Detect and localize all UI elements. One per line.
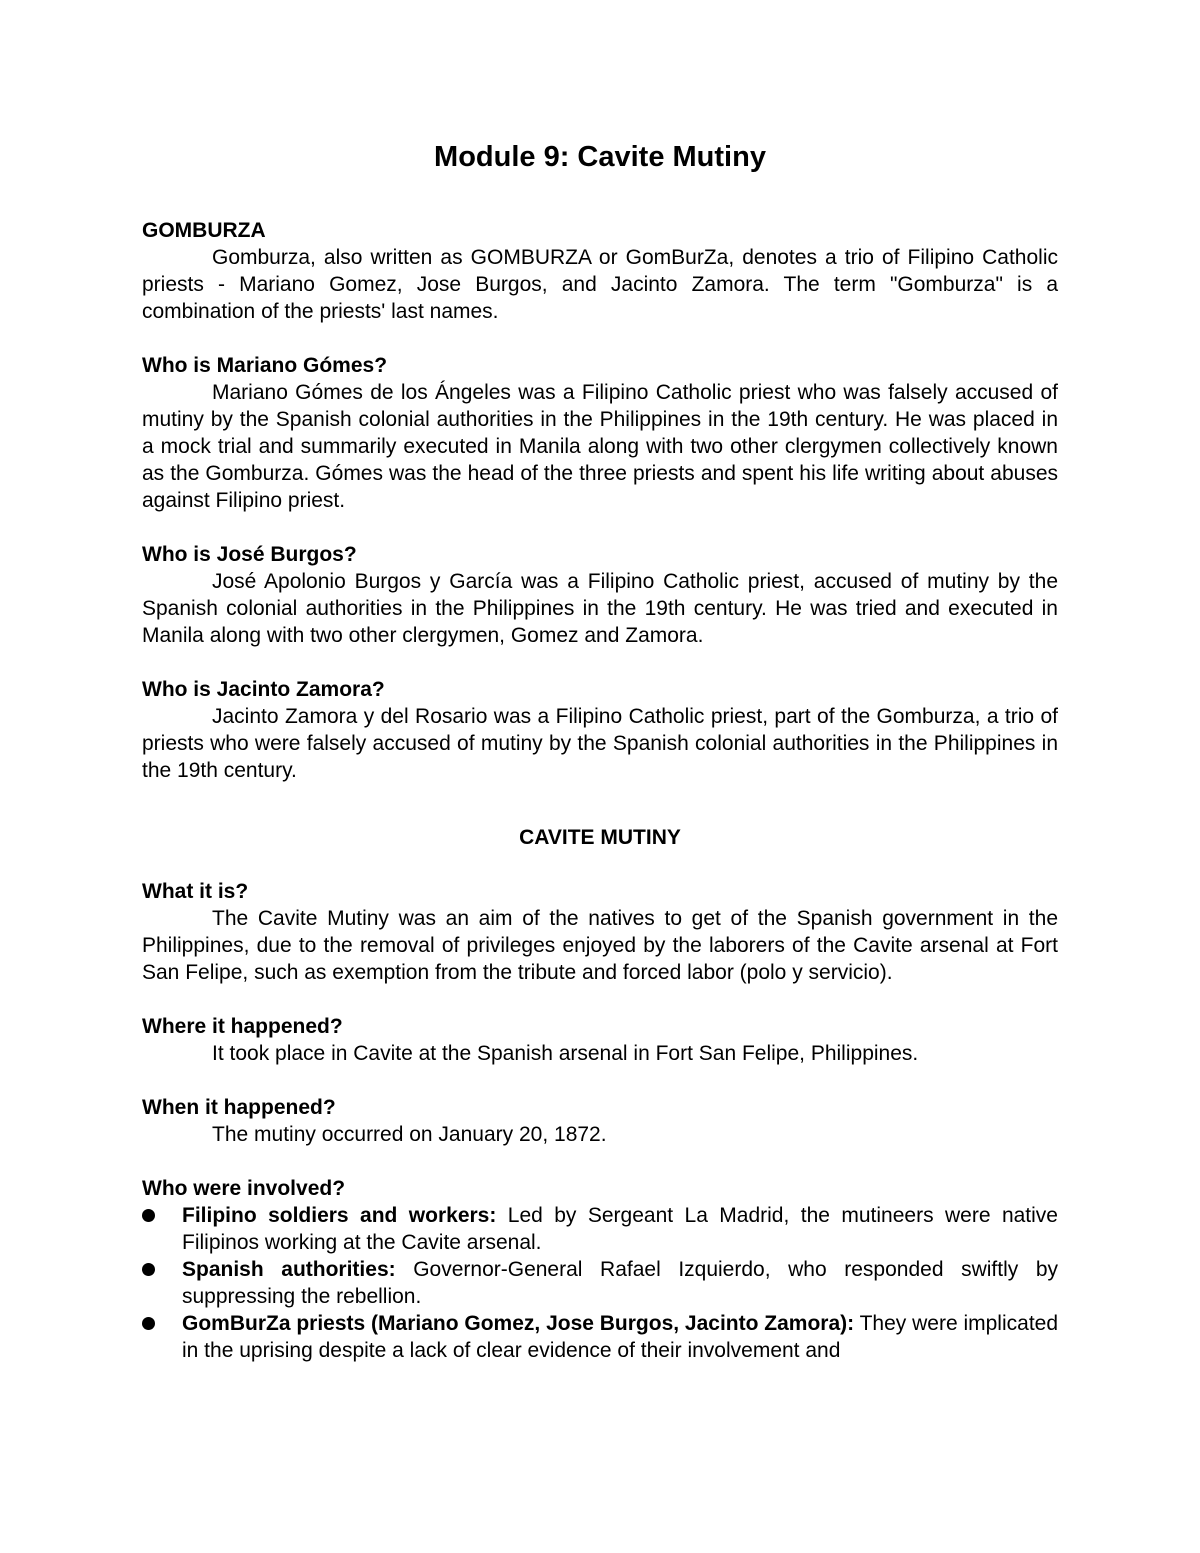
section-heading: Who were involved? [142, 1177, 346, 1201]
document-content [142, 140, 1058, 1391]
section-heading: Who is José Burgos? [142, 542, 357, 566]
section-jose-burgos [142, 541, 1058, 649]
section-heading: What it is? [142, 880, 249, 904]
section-body: José Apolonio Burgos y García was a Filipino Catholic priest, accused of mutiny by the Spanish colonial authorities in the Philippines in the 19th century. He was tried and executed in Manila along with two other clergymen, Gomez and Zamora. [142, 569, 1058, 647]
cavite-mutiny-heading: CAVITE MUTINY [519, 825, 681, 849]
involved-list [142, 1202, 1058, 1364]
section-heading: Who is Mariano Gómes? [142, 353, 388, 377]
list-item [142, 1256, 1058, 1310]
section-body: Gomburza, also written as GOMBURZA or GomBurZa, denotes a trio of Filipino Catholic priests - Mariano Gomez, Jose Burgos, and Jacinto Zamora. The term "Gomburza" is a combination of the priests' last names. [142, 245, 1058, 323]
section-body: The mutiny occurred on January 20, 1872. [212, 1123, 607, 1147]
list-item [142, 1202, 1058, 1256]
section-heading: Who is Jacinto Zamora? [142, 677, 385, 701]
section-body: Jacinto Zamora y del Rosario was a Filipino Catholic priest, part of the Gomburza, a trio of priests who were falsely accused of mutiny by the Spanish colonial authorities in the Philippines in the 19th century. [142, 704, 1058, 782]
list-item-text: They were implicated in the uprising despite a lack of clear evidence of their involvement and [182, 1312, 1059, 1363]
section-jacinto-zamora [142, 676, 1058, 784]
section-when-it-happened [142, 1094, 1058, 1148]
section-who-were-involved [142, 1175, 1058, 1364]
section-body: The Cavite Mutiny was an aim of the natives to get of the Spanish government in the Philippines, due to the removal of privileges enjoyed by the laborers of the Cavite arsenal at Fort San Felipe, such as exemption from the tribute and forced labor (polo y servicio). [142, 907, 1058, 985]
section-where-it-happened [142, 1013, 1058, 1067]
list-item-label: GomBurZa priests (Mariano Gomez, Jose Burgos, Jacinto Zamora): [182, 1312, 855, 1336]
section-what-it-is [142, 878, 1058, 986]
bullet-icon [142, 1209, 155, 1222]
list-item-text: Led by Sergeant La Madrid, the mutineers were native Filipinos working at the Cavite arsenal. [182, 1204, 1058, 1255]
list-item-label: Filipino soldiers and workers: [182, 1204, 497, 1228]
bullet-icon [142, 1317, 155, 1330]
section-mariano-gomes [142, 352, 1058, 514]
list-item-text: Governor-General Rafael Izquierdo, who responded swiftly by suppressing the rebellion. [182, 1258, 1059, 1309]
section-body: It took place in Cavite at the Spanish arsenal in Fort San Felipe, Philippines. [212, 1042, 919, 1066]
list-item [142, 1310, 1058, 1364]
section-gomburza [142, 217, 1058, 325]
section-heading: When it happened? [142, 1096, 336, 1120]
page-title: Module 9: Cavite Mutiny [434, 141, 766, 173]
section-heading: Where it happened? [142, 1015, 343, 1039]
bullet-icon [142, 1263, 155, 1276]
section-body: Mariano Gómes de los Ángeles was a Filipino Catholic priest who was falsely accused of mutiny by the Spanish colonial authorities in the Philippines in the 19th century. He was placed in a mock trial and summarily executed in Manila along with two other clergymen collectively known as the Gomburza. Gómes was the head of the three priests and spent his life writing about abuses against Filipino priest. [142, 380, 1058, 512]
section-heading: GOMBURZA [142, 218, 266, 242]
list-item-label: Spanish authorities: [182, 1258, 396, 1282]
